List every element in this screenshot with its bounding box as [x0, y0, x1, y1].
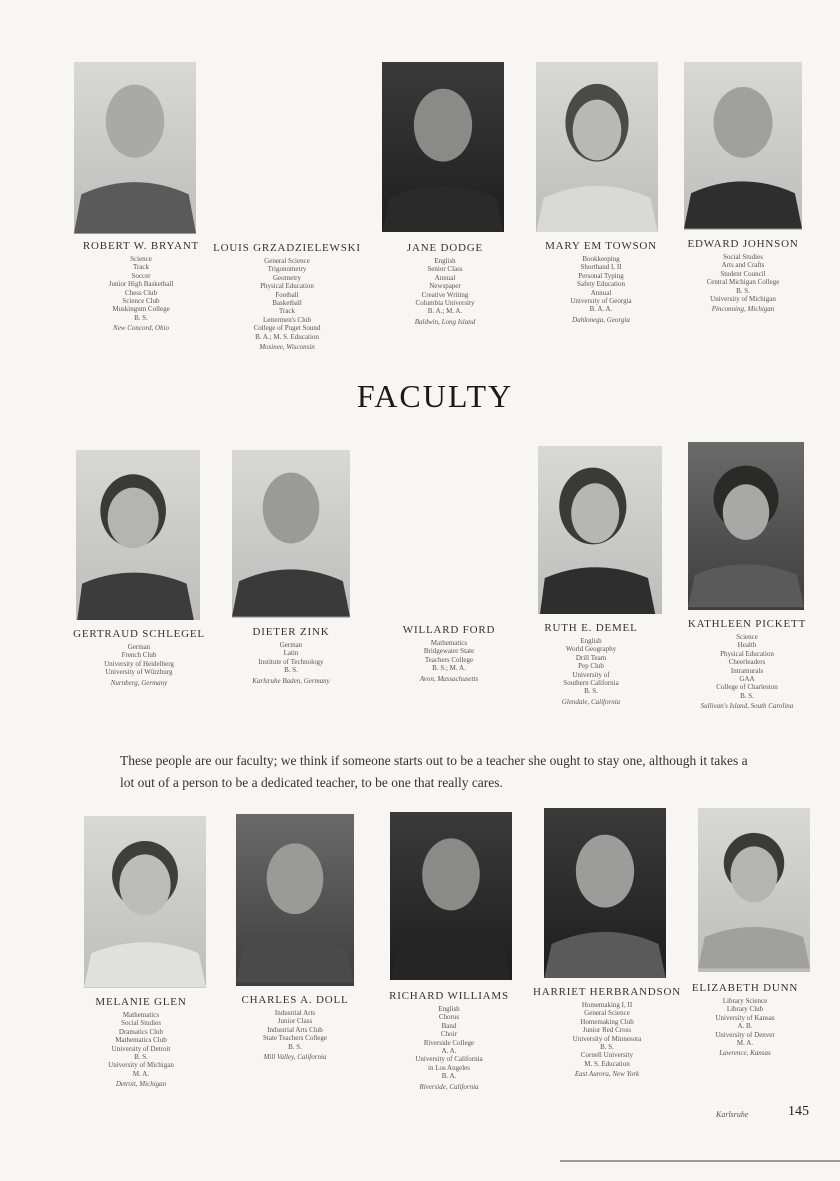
caption-line: German	[279, 641, 303, 649]
faculty-caption	[672, 618, 822, 711]
caption-line: B. S.	[600, 1043, 614, 1052]
caption-line: Student Council	[720, 269, 766, 278]
caption-line: M. A.	[132, 1069, 150, 1078]
caption-line: Industrial Arts	[274, 1009, 316, 1017]
caption-line: General Science	[584, 1009, 630, 1018]
caption-line: Social Studies	[723, 253, 763, 261]
caption-line: Creative Writing	[421, 290, 469, 299]
caption-line: Teachers College	[424, 655, 474, 664]
caption-line: Junior Class	[277, 1017, 313, 1026]
caption-line: German	[127, 643, 151, 651]
caption-line: Riverside College	[423, 1038, 475, 1047]
caption-line: Muskingum College	[112, 305, 170, 314]
caption-line: French Club	[121, 651, 157, 660]
portrait-photo	[390, 812, 512, 980]
caption-line: University of Georgia	[570, 297, 632, 306]
faculty-name: RICHARD WILLIAMS	[389, 990, 509, 1002]
faculty-caption	[216, 626, 366, 685]
caption-line: Track	[132, 263, 150, 272]
portrait-photo	[382, 62, 504, 232]
caption-line: Senior Class	[427, 265, 463, 274]
caption-line: University of Kansas	[715, 1013, 775, 1022]
caption-line: B. A. A.	[589, 305, 613, 314]
caption-line: Institute of Technology	[258, 657, 324, 666]
caption-line: University of Michigan	[108, 1061, 174, 1070]
caption-line: B. S.	[288, 1042, 302, 1051]
caption-line: M. A.	[736, 1039, 754, 1048]
caption-line: A. A.	[441, 1047, 457, 1056]
caption-line: Arts and Crafts	[721, 261, 765, 270]
caption-line: English	[580, 637, 602, 645]
caption-line: Dramatics Club	[118, 1027, 164, 1036]
caption-line: Physical Education	[720, 649, 774, 658]
faculty-caption	[668, 238, 818, 314]
faculty-caption	[670, 982, 820, 1058]
caption-line: College of Charleston	[716, 683, 778, 692]
caption-line: GAA	[739, 675, 755, 684]
caption-line: Southern California	[563, 679, 619, 688]
page-number: 145	[788, 1104, 809, 1119]
caption-line: University of Denver	[715, 1030, 775, 1039]
caption-line: B. S.; M. A.	[432, 664, 466, 673]
caption-line: Annual	[590, 288, 612, 297]
faculty-name: HARRIET HERBRANDSON	[533, 986, 681, 998]
caption-line: Cornell University	[580, 1051, 634, 1060]
faculty-name: DIETER ZINK	[252, 626, 330, 638]
hometown: Riverside, California	[419, 1082, 479, 1091]
caption-line: Industrial Arts Club	[267, 1025, 323, 1034]
faculty-name: ELIZABETH DUNN	[691, 982, 799, 994]
caption-line: University of Michigan	[710, 295, 776, 304]
caption-line: Basketball	[272, 299, 302, 308]
faculty-name: EDWARD JOHNSON	[687, 238, 799, 250]
hometown: Avon, Massachusetts	[419, 674, 479, 683]
faculty-name: WILLARD FORD	[402, 624, 496, 636]
caption-line: University of Heidelberg	[104, 659, 174, 668]
portrait-photo	[76, 450, 200, 620]
caption-line: Pep Club	[578, 662, 604, 671]
caption-line: English	[434, 257, 456, 265]
faculty-name: GERTRAUD SCHLEGEL	[73, 628, 205, 640]
faculty-caption	[212, 242, 362, 351]
caption-line: Cheerleaders	[728, 658, 766, 667]
hometown: New Concord, Ohio	[113, 324, 169, 333]
caption-line: Annual	[434, 273, 456, 282]
faculty-name: RUTH E. DEMEL	[544, 622, 638, 634]
faculty-caption	[66, 240, 216, 333]
caption-line: in Los Angeles	[428, 1063, 470, 1072]
caption-line: Drill Team	[575, 653, 607, 662]
portrait-photo	[538, 446, 662, 614]
caption-line: Mathematics	[122, 1011, 160, 1019]
caption-line: Physical Education	[260, 282, 314, 291]
caption-line: Chess Club	[124, 288, 158, 297]
hometown: Detroit, Michigan	[115, 1080, 167, 1089]
hometown: Dahlonega, Georgia	[572, 315, 630, 324]
faculty-caption	[532, 986, 682, 1079]
portrait-photo	[84, 816, 206, 988]
caption-line: Trigonometry	[267, 265, 307, 274]
caption-line: University of Detroit	[111, 1044, 171, 1053]
caption-line: Soccer	[131, 271, 151, 280]
hometown: Mosinee, Wisconsin	[259, 343, 315, 352]
hometown: Glendale, California	[561, 697, 621, 706]
caption-line: Mathematics Club	[115, 1036, 167, 1045]
caption-line: Library Club	[726, 1005, 764, 1014]
faculty-name: CHARLES A. DOLL	[241, 994, 349, 1006]
caption-line: World Geography	[565, 645, 617, 654]
portrait-photo	[544, 808, 666, 978]
hometown: Lawrence, Kansas	[719, 1049, 771, 1058]
hometown: Pinconning, Michigan	[711, 305, 775, 314]
caption-line: Latin	[283, 649, 299, 658]
caption-line: B. S.	[134, 1053, 148, 1062]
portrait-photo	[536, 62, 658, 232]
caption-line: Choir	[441, 1030, 457, 1039]
caption-line: B. S.	[284, 666, 298, 675]
caption-line: Newspaper	[429, 282, 461, 291]
caption-line: Bookkeeping	[582, 255, 620, 263]
caption-line: B. A.; M. A.	[427, 307, 463, 316]
caption-line: College of Puget Sound	[253, 324, 321, 333]
caption-line: Geometry	[273, 273, 301, 282]
caption-line: Junior Red Cross	[582, 1026, 632, 1035]
caption-line: University of Würzburg	[105, 668, 173, 677]
caption-line: B. S.	[584, 687, 598, 696]
caption-line: State Teachers College	[263, 1034, 327, 1043]
portrait-photo	[236, 814, 354, 986]
caption-line: M. S. Education	[584, 1059, 630, 1068]
hometown: Sullivan's Island, South Carolina	[700, 702, 794, 711]
caption-line: Central Michigan College	[706, 278, 780, 287]
faculty-name: KATHLEEN PICKETT	[687, 618, 807, 630]
faculty-name: JANE DODGE	[406, 242, 484, 254]
faculty-name: ROBERT W. BRYANT	[82, 240, 200, 252]
caption-line: Band	[441, 1021, 457, 1030]
caption-line: Shorthand I, II	[580, 263, 622, 272]
caption-line: Bridgewater State	[423, 647, 475, 656]
hometown: Mill Valley, California	[263, 1053, 327, 1062]
portrait-photo	[688, 442, 804, 610]
caption-line: University of Minnesota	[572, 1034, 642, 1043]
divider	[560, 1160, 840, 1162]
faculty-name: MELANIE GLEN	[95, 996, 187, 1008]
caption-line: Football	[275, 290, 299, 299]
caption-line: Homemaking Club	[580, 1017, 634, 1026]
caption-line: Safety Education	[576, 280, 625, 289]
caption-line: B. S.	[134, 313, 148, 322]
faculty-name: LOUIS GRZADZIELEWSKI	[213, 242, 361, 254]
caption-line: B. S.	[736, 286, 750, 295]
caption-line: University of	[572, 670, 610, 679]
hometown: Baldwin, Long Island	[414, 317, 476, 326]
faculty-caption	[220, 994, 370, 1061]
faculty-caption	[516, 622, 666, 706]
caption-line: Health	[737, 641, 757, 650]
caption-line: Science Club	[122, 297, 160, 306]
portrait-photo	[698, 808, 810, 972]
caption-line: Science	[736, 633, 758, 641]
faculty-caption	[66, 996, 216, 1089]
faculty-caption	[374, 990, 524, 1091]
faculty-caption	[374, 624, 524, 683]
hometown: East Aurora, New York	[574, 1070, 640, 1079]
portrait-photo	[684, 62, 802, 230]
caption-line: Lettermen's Club	[262, 315, 312, 324]
faculty-caption	[370, 242, 520, 326]
caption-line: Science	[130, 255, 152, 263]
portrait-photo	[232, 450, 350, 618]
hometown: Nurnberg, Germany	[110, 678, 168, 687]
caption-line: Social Studies	[121, 1019, 161, 1028]
faculty-name: MARY EM TOWSON	[545, 240, 657, 252]
caption-line: Mathematics	[430, 639, 468, 647]
caption-line: University of California	[415, 1055, 483, 1064]
hometown: Karlsruhe Baden, Germany	[252, 676, 330, 685]
caption-line: A. B.	[737, 1022, 753, 1031]
caption-line: Intramurals	[730, 666, 764, 675]
caption-line: B. A.	[441, 1072, 457, 1081]
caption-line: Junior High Basketball	[108, 280, 174, 289]
caption-line: Chorus	[438, 1013, 460, 1022]
caption-line: B. S.	[740, 691, 754, 700]
caption-line: English	[438, 1005, 460, 1013]
page-title: FACULTY	[356, 378, 514, 414]
portrait-photo	[74, 62, 196, 234]
faculty-caption	[526, 240, 676, 324]
caption-line: General Science	[264, 257, 310, 265]
caption-line: Library Science	[722, 997, 768, 1005]
caption-line: Personal Typing	[578, 271, 624, 280]
faculty-caption	[64, 628, 214, 687]
caption-line: B. A.; M. S. Education	[255, 332, 319, 341]
caption-line: Homemaking I, II	[581, 1001, 633, 1009]
caption-line: Columbia University	[415, 299, 475, 308]
caption-line: Track	[278, 307, 296, 316]
faculty-quote: These people are our faculty; we think if someone starts out to be a teacher she ought to stay one, although it takes a lot out of a person to be a dedicated teacher, to be one that really cares.	[120, 753, 748, 790]
footer-label: Karlsruhe	[716, 1110, 749, 1119]
